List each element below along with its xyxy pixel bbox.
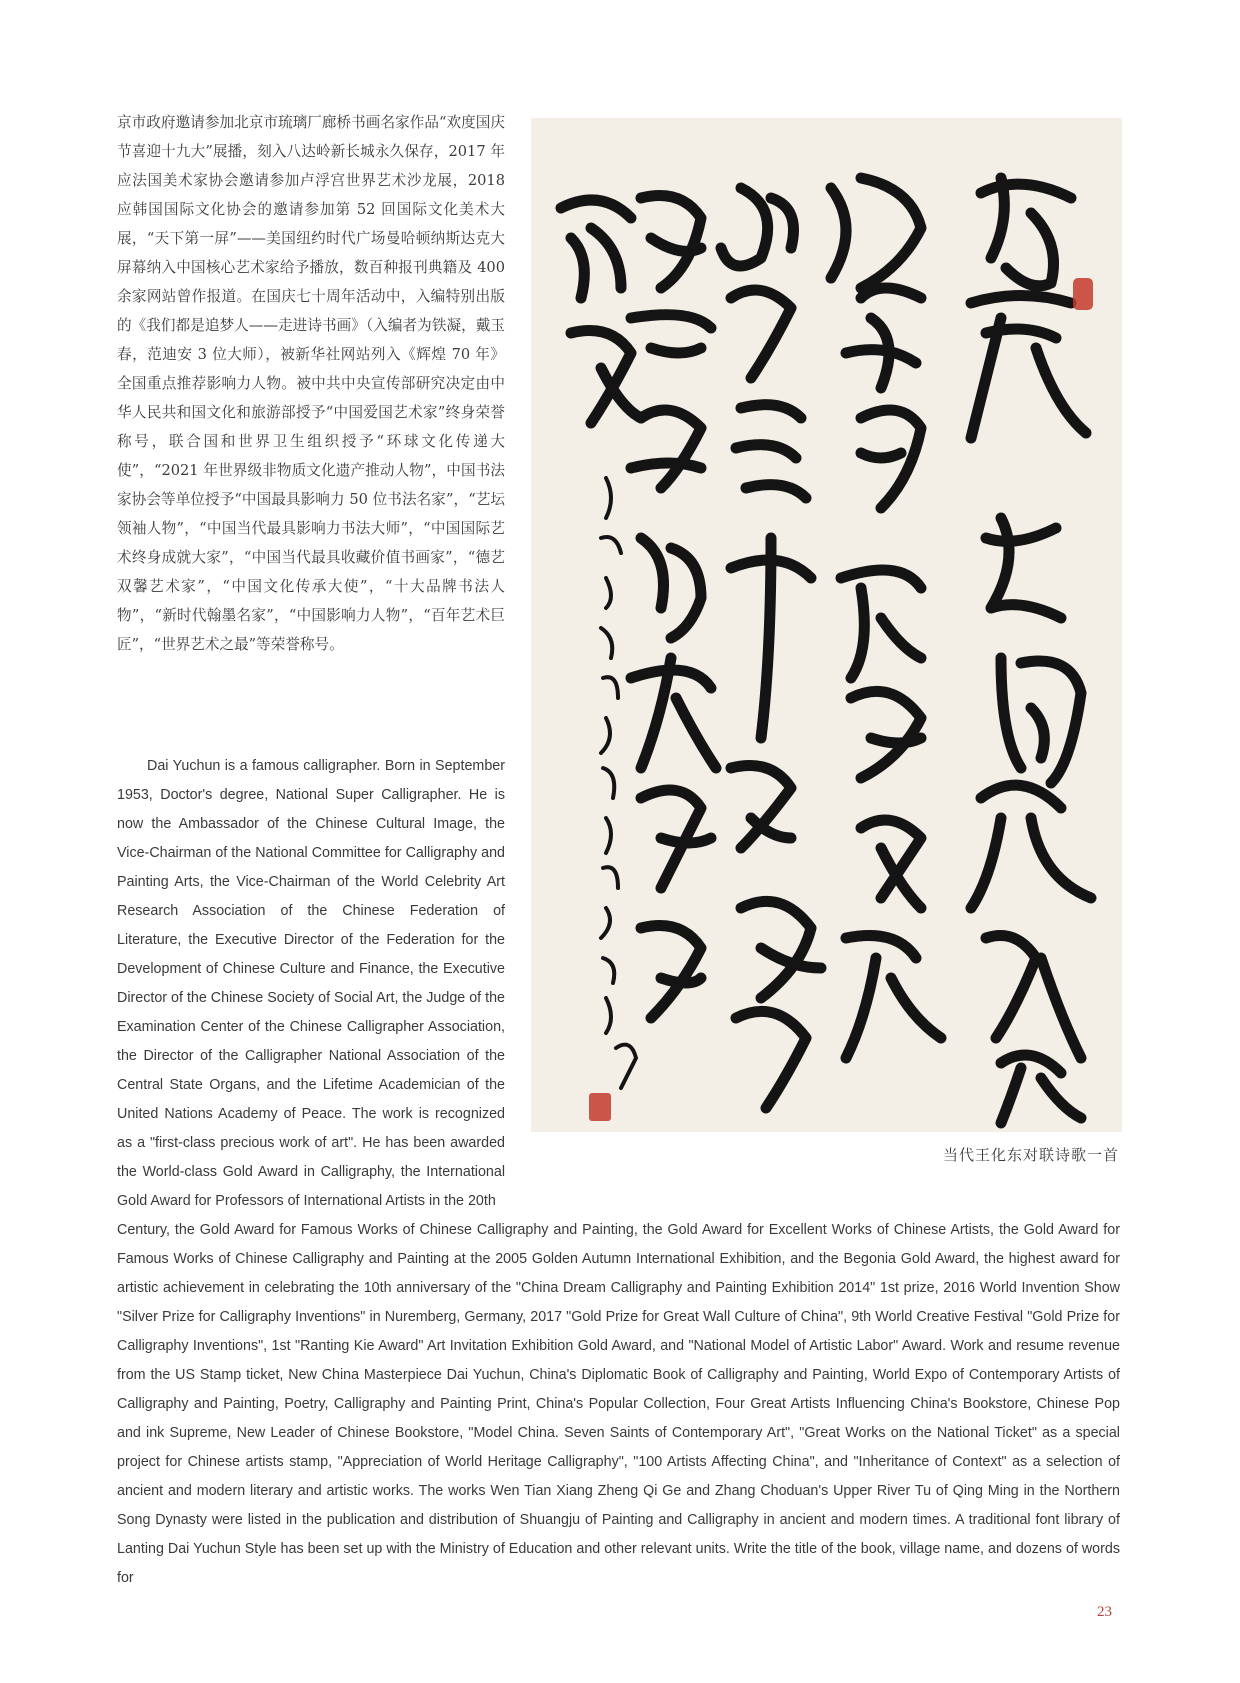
calligraphy-image [531, 118, 1122, 1132]
calligraphy-column-2 [831, 178, 941, 1058]
chinese-body-text [117, 108, 505, 659]
calligraphy-column-4 [631, 196, 716, 1019]
chinese-paragraph: 京市政府邀请参加北京市琉璃厂廊桥书画名家作品“欢度国庆节喜迎十九大”展播，刻入八达岭新长城永久保存，2017 年应法国美术家协会邀请参加卢浮宫世界艺术沙龙展，2018 应韩国国际文化协会的邀请参加第 52 回国际文化美术大展，“天下第一屏”——美国纽约时代广场曼哈顿纳斯达克大屏幕纳入中国核心艺术家给予播放，数百种报刊典籍及 400 余家网站曾作报道。在国庆七十周年活动中，入编特别出版的《我们都是追梦人——走进诗书画》（入编者为铁凝，戴玉春，范迪安 3 位大师），被新华社网站列入《辉煌 70 年》全国重点推荐影响力人物。被中共中央宣传部研究决定由中华人民共和国文化和旅游部授予“中国爱国艺术家”终身荣誉称号，联合国和世界卫生组织授予“环球文化传递大使”，“2021 年世界级非物质文化遗产推动人物”，中国书法家协会等单位授予“中国最具影响力 50 位书法名家”，“艺坛领袖人物”，“中国当代最具影响力书法大师”，“中国国际艺术终身成就大家”，“中国当代最具收藏价值书画家”，“德艺双馨艺术家”，“中国文化传承大使”，“十大品牌书法人物”，“新时代翰墨名家”，“中国影响力人物”，“百年艺术巨匠”，“世界艺术之最”等荣誉称号。 [117, 114, 505, 653]
page-number: 23 [1097, 1604, 1112, 1620]
calligraphy-column-3 [721, 188, 821, 1108]
artwork-caption: 当代王化东对联诗歌一首 [942, 1146, 1119, 1164]
calligraphy-drawing [531, 118, 1122, 1132]
inscription-column [601, 478, 636, 1088]
calligraphy-column-5 [561, 200, 641, 423]
english-continued-paragraph: Century, the Gold Award for Famous Works of Chinese Calligraphy and Painting, the Gold Award for Excellent Works of Chinese Artists, the Gold Award for Famous Works of Chinese Calligraphy and Painting at the 2005 Golden Autumn International Exhibition, and the Begonia Gold Award, the highest award for artistic achievement in celebrating the 10th anniversary of the "China Dream Calligraphy and Painting Exhibition 2014" 1st prize, 2016 World Invention Show "Silver Prize for Calligraphy Inventions" in Nuremberg, Germany, 2017 "Gold Prize for Great Wall Culture of China", 9th World Creative Festival "Gold Prize for Calligraphy Inventions", 1st "Ranting Kie Award" Art Invitation Exhibition Gold Award, and "National Model of Artistic Labor" Award. Work and resume revenue from the US Stamp ticket, New China Masterpiece Dai Yuchun, China's Diplomatic Book of Calligraphy and Painting, World Expo of Contemporary Artists of Calligraphy and Painting, Poetry, Calligraphy and Painting Print, China's Popular Collection, Four Great Artists Influencing China's Bookstore, Chinese Pop and ink Supreme, New Leader of Chinese Bookstore, "Model China. Seven Saints of Contemporary Art", "Great Works on the National Ticket" as a special project for Chinese artists stamp, "Appreciation of World Heritage Calligraphy", "100 Artists Affecting China", and "Inheritance of Context" as a selection of ancient and modern literary and artistic works. The works Wen Tian Xiang Zheng Qi Ge and Zhang Choduan's Upper River Tu of Qing Ming in the Northern Song Dynasty were listed in the publication and distribution of Shuangju of Painting and Calligraphy in ancient and modern times. A traditional font library of Lanting Dai Yuchun Style has been set up with the Ministry of Education and other relevant units. Write the title of the book, village name, and dozens of words for [117, 1222, 1120, 1586]
seal-top [1073, 278, 1093, 310]
seal-bottom [589, 1093, 611, 1121]
english-intro-paragraph: Dai Yuchun is a famous calligrapher. Born in September 1953, Doctor's degree, National Super Calligrapher. He is now the Ambassador of the Chinese Cultural Image, the Vice-Chairman of the National Committee for Calligraphy and Painting Arts, the Vice-Chairman of the World Celebrity Art Research Association of the Chinese Federation of Literature, the Executive Director of the Federation for the Development of Chinese Culture and Finance, the Executive Director of the Chinese Society of Social Art, the Judge of the Examination Center of the Chinese Calligrapher Association, the Director of the Calligrapher National Association of the Central State Organs, and the Lifetime Academician of the United Nations Academy of Peace. The work is recognized as a "first-class precious work of art". He has been awarded the World-class Gold Award in Calligraphy, the International Gold Award for Professors of International Artists in the 20th [117, 758, 505, 1209]
calligraphy-column-1 [971, 178, 1091, 1123]
